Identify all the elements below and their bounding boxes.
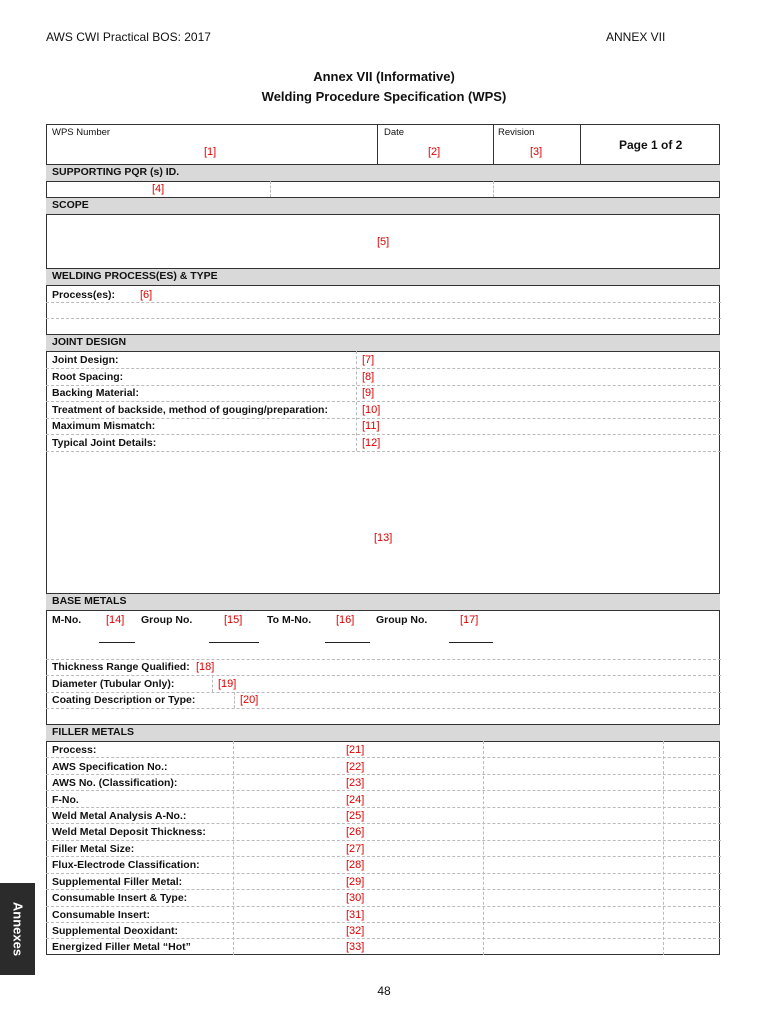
energized-filler-label: Energized Filler Metal “Hot” — [52, 941, 191, 953]
joint-design-field[interactable]: [7] — [362, 354, 375, 366]
aws-spec-field[interactable]: [22] — [346, 761, 365, 773]
supporting-pqr-field[interactable]: [4] — [152, 183, 165, 195]
supplemental-filler-label: Supplemental Filler Metal: — [52, 876, 183, 888]
backing-material-field[interactable]: [9] — [362, 387, 375, 399]
filler-process-label: Process: — [52, 744, 97, 756]
base-metals-heading: BASE METALS — [52, 595, 127, 607]
backside-treatment-label: Treatment of backside, method of gouging/preparation: — [52, 404, 328, 416]
supplemental-deoxidant-label: Supplemental Deoxidant: — [52, 925, 179, 937]
page-number: 48 — [377, 984, 391, 998]
wps-number-field[interactable]: [1] — [204, 146, 217, 158]
date-label: Date — [384, 127, 405, 138]
maximum-mismatch-field[interactable]: [11] — [362, 420, 380, 432]
root-spacing-field[interactable]: [8] — [362, 371, 375, 383]
filler-size-field[interactable]: [27] — [346, 843, 365, 855]
root-spacing-label: Root Spacing: — [52, 371, 124, 383]
f-no-field[interactable]: [24] — [346, 794, 365, 806]
joint-details-sketch-area[interactable]: [13] — [374, 532, 393, 544]
flux-electrode-label: Flux-Electrode Classification: — [52, 859, 200, 871]
page-indicator: Page 1 of 2 — [619, 138, 683, 152]
joint-design-label: Joint Design: — [52, 354, 119, 366]
deposit-thickness-field[interactable]: [26] — [346, 826, 365, 838]
revision-field[interactable]: [3] — [530, 146, 543, 158]
consumable-insert-type-field[interactable]: [30] — [346, 892, 365, 904]
filler-metals-heading: FILLER METALS — [52, 726, 135, 738]
coating-field[interactable]: [20] — [240, 694, 259, 706]
aws-spec-label: AWS Specification No.: — [52, 761, 168, 773]
m-no-label: M-No. — [52, 614, 82, 626]
aws-classification-field[interactable]: [23] — [346, 777, 365, 789]
running-header-left: AWS CWI Practical BOS: 2017 — [46, 30, 211, 44]
aws-classification-label: AWS No. (Classification): — [52, 777, 178, 789]
group-no-label-2: Group No. — [376, 614, 428, 626]
running-header-right: ANNEX VII — [606, 30, 666, 44]
annexes-side-tab — [0, 883, 35, 975]
date-field[interactable]: [2] — [428, 146, 441, 158]
wps-number-label: WPS Number — [52, 127, 111, 138]
annex-title: Annex VII (Informative) — [313, 69, 455, 84]
process-field[interactable]: [6] — [140, 289, 153, 301]
m-no-field[interactable]: [14] — [106, 614, 125, 626]
diameter-label: Diameter (Tubular Only): — [52, 678, 175, 690]
backing-material-label: Backing Material: — [52, 387, 139, 399]
group-no-field-2[interactable]: [17] — [460, 614, 479, 626]
scope-field[interactable]: [5] — [377, 236, 390, 248]
scope-heading: SCOPE — [52, 199, 89, 211]
typical-joint-details-field[interactable]: [12] — [362, 437, 381, 449]
annexes-side-tab-label: Annexes — [10, 901, 25, 957]
supplemental-deoxidant-field[interactable]: [32] — [346, 925, 365, 937]
to-m-no-field[interactable]: [16] — [336, 614, 355, 626]
coating-label: Coating Description or Type: — [52, 694, 196, 706]
consumable-insert-type-label: Consumable Insert & Type: — [52, 892, 188, 904]
backside-treatment-field[interactable]: [10] — [362, 404, 381, 416]
consumable-insert-field[interactable]: [31] — [346, 909, 365, 921]
joint-design-heading: JOINT DESIGN — [52, 336, 127, 348]
a-no-label: Weld Metal Analysis A-No.: — [52, 810, 187, 822]
maximum-mismatch-label: Maximum Mismatch: — [52, 420, 156, 432]
filler-size-label: Filler Metal Size: — [52, 843, 135, 855]
thickness-range-label: Thickness Range Qualified: — [52, 661, 190, 673]
process-label: Process(es): — [52, 289, 116, 301]
supporting-pqr-heading: SUPPORTING PQR (s) ID. — [52, 166, 180, 178]
revision-label: Revision — [498, 127, 535, 138]
f-no-label: F-No. — [52, 794, 79, 806]
wps-title: Welding Procedure Specification (WPS) — [261, 89, 507, 104]
energized-filler-field[interactable]: [33] — [346, 941, 365, 953]
consumable-insert-label: Consumable Insert: — [52, 909, 151, 921]
flux-electrode-field[interactable]: [28] — [346, 859, 365, 871]
supplemental-filler-field[interactable]: [29] — [346, 876, 365, 888]
diameter-field[interactable]: [19] — [218, 678, 237, 690]
filler-process-field[interactable]: [21] — [346, 744, 365, 756]
deposit-thickness-label: Weld Metal Deposit Thickness: — [52, 826, 206, 838]
to-m-no-label: To M-No. — [267, 614, 312, 626]
thickness-range-field[interactable]: [18] — [196, 661, 215, 673]
typical-joint-details-label: Typical Joint Details: — [52, 437, 157, 449]
group-no-field-1[interactable]: [15] — [224, 614, 243, 626]
a-no-field[interactable]: [25] — [346, 810, 365, 822]
welding-process-heading: WELDING PROCESS(ES) & TYPE — [52, 270, 218, 282]
group-no-label-1: Group No. — [141, 614, 193, 626]
